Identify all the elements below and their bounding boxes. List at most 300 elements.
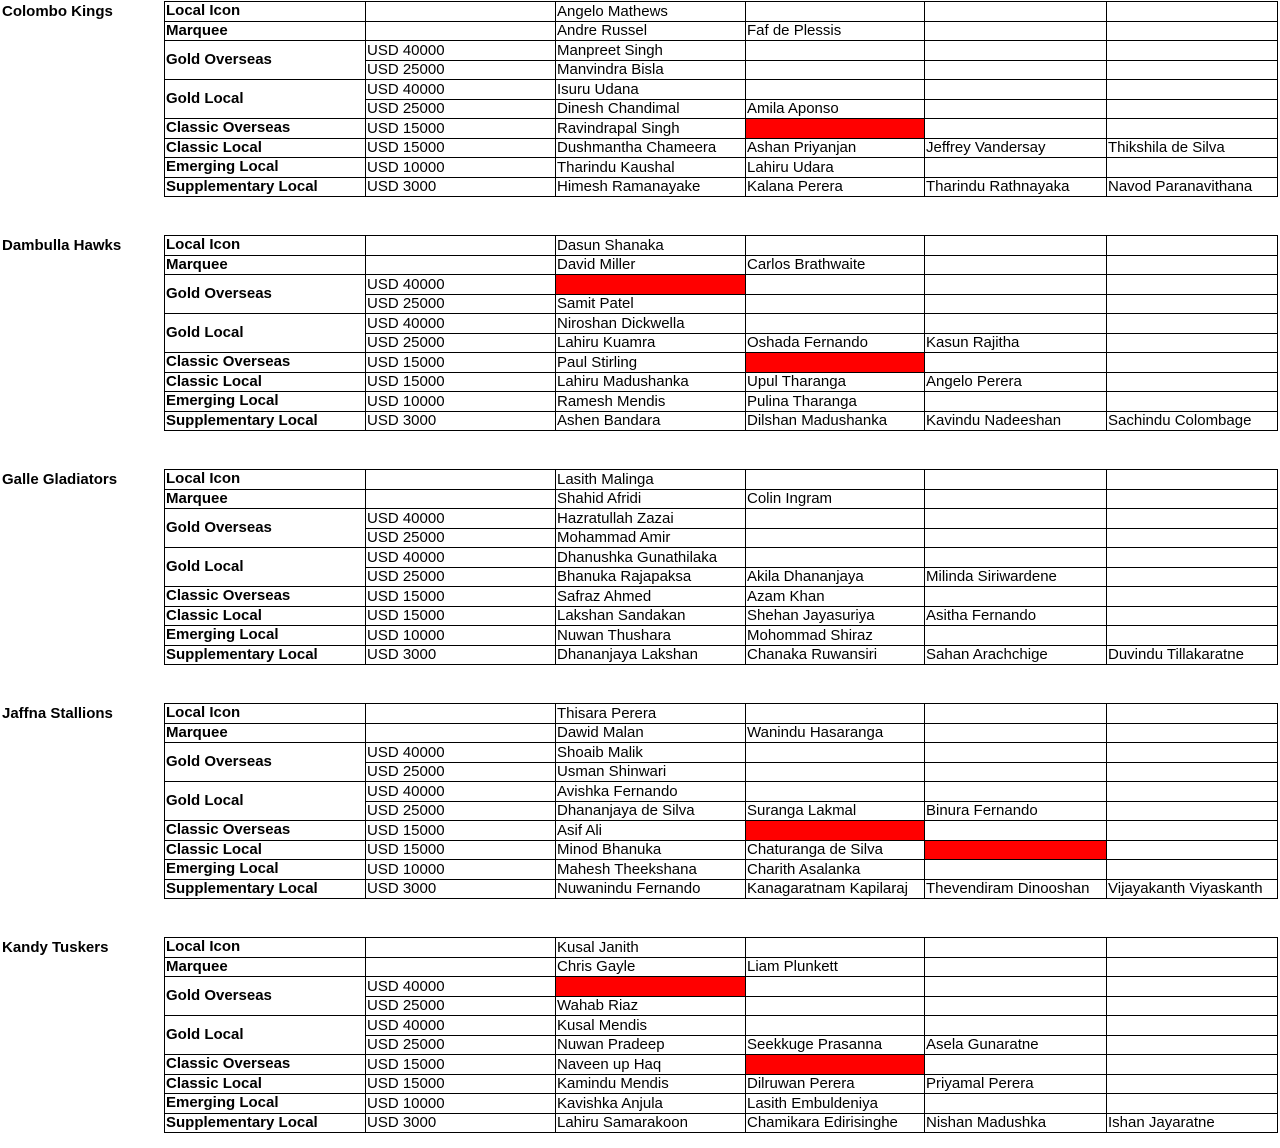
player-cell: [925, 60, 1107, 80]
team-name: Colombo Kings: [2, 3, 113, 20]
table-row-local-icon: [165, 470, 1278, 490]
player-cell: Mahesh Theekshana: [556, 860, 746, 880]
price-cell: USD 10000: [366, 392, 556, 412]
roster-table: [164, 1, 1278, 197]
player-cell: Naveen up Haq: [556, 1055, 746, 1075]
player-cell: Pulina Tharanga: [746, 392, 925, 412]
player-cell: [925, 626, 1107, 646]
unsigned-slot: [746, 821, 925, 841]
table-row-classic-overseas: [165, 353, 1278, 373]
player-cell: Angelo Mathews: [556, 2, 746, 22]
roster-table: [164, 703, 1278, 899]
price-cell: [366, 938, 556, 958]
player-cell: [925, 996, 1107, 1016]
category-cell: Gold Overseas: [165, 275, 366, 314]
player-cell: [746, 60, 925, 80]
table-row-gold-local: [165, 314, 1278, 334]
player-cell: Isuru Udana: [556, 80, 746, 100]
table-row-supplementary-local: [165, 1113, 1278, 1133]
price-cell: USD 3000: [366, 645, 556, 665]
player-cell: Kusal Janith: [556, 938, 746, 958]
roster-table: [164, 235, 1278, 431]
player-cell: [1107, 333, 1278, 353]
unsigned-slot: [746, 353, 925, 373]
player-cell: [1107, 782, 1278, 802]
player-cell: [746, 80, 925, 100]
player-cell: Dilruwan Perera: [746, 1074, 925, 1094]
player-cell: Minod Bhanuka: [556, 840, 746, 860]
player-cell: [925, 255, 1107, 275]
category-cell: Marquee: [165, 723, 366, 743]
player-cell: [925, 294, 1107, 314]
player-cell: Chris Gayle: [556, 957, 746, 977]
table-row-supplementary-local: [165, 645, 1278, 665]
player-cell: [746, 470, 925, 490]
price-cell: USD 15000: [366, 1074, 556, 1094]
player-cell: [1107, 528, 1278, 548]
player-cell: Carlos Brathwaite: [746, 255, 925, 275]
player-cell: [1107, 80, 1278, 100]
player-cell: [1107, 275, 1278, 295]
price-cell: USD 3000: [366, 411, 556, 431]
price-cell: USD 40000: [366, 80, 556, 100]
player-cell: Seekkuge Prasanna: [746, 1035, 925, 1055]
player-cell: [1107, 840, 1278, 860]
player-cell: Chaturanga de Silva: [746, 840, 925, 860]
price-cell: USD 15000: [366, 606, 556, 626]
player-cell: Lasith Malinga: [556, 470, 746, 490]
player-cell: [746, 704, 925, 724]
player-cell: Dilshan Madushanka: [746, 411, 925, 431]
player-cell: Asif Ali: [556, 821, 746, 841]
price-cell: [366, 704, 556, 724]
player-cell: Duvindu Tillakaratne: [1107, 645, 1278, 665]
category-cell: Emerging Local: [165, 860, 366, 880]
player-cell: [1107, 606, 1278, 626]
table-row-local-icon: [165, 938, 1278, 958]
player-cell: [1107, 704, 1278, 724]
price-cell: USD 15000: [366, 1055, 556, 1075]
table-row-classic-local: [165, 1074, 1278, 1094]
price-cell: [366, 21, 556, 41]
table-row-marquee: [165, 723, 1278, 743]
player-cell: [1107, 353, 1278, 373]
category-cell: Gold Local: [165, 1016, 366, 1055]
category-cell: Classic Overseas: [165, 353, 366, 373]
table-row-classic-overseas: [165, 587, 1278, 607]
table-row-gold-local: [165, 80, 1278, 100]
price-cell: [366, 957, 556, 977]
price-cell: USD 40000: [366, 548, 556, 568]
table-row-classic-overseas: [165, 119, 1278, 139]
player-cell: Asitha Fernando: [925, 606, 1107, 626]
player-cell: Upul Tharanga: [746, 372, 925, 392]
category-cell: Local Icon: [165, 2, 366, 22]
unsigned-slot: [746, 1055, 925, 1075]
player-cell: Lahiru Udara: [746, 158, 925, 178]
player-cell: Ashen Bandara: [556, 411, 746, 431]
category-cell: Classic Overseas: [165, 587, 366, 607]
player-cell: [1107, 158, 1278, 178]
player-cell: [925, 587, 1107, 607]
player-cell: Faf de Plessis: [746, 21, 925, 41]
player-cell: Shahid Afridi: [556, 489, 746, 509]
price-cell: USD 25000: [366, 567, 556, 587]
table-row-gold-local: [165, 782, 1278, 802]
category-cell: Classic Local: [165, 606, 366, 626]
player-cell: Tharindu Rathnayaka: [925, 177, 1107, 197]
price-cell: [366, 236, 556, 256]
player-cell: Dhananjaya de Silva: [556, 801, 746, 821]
player-cell: [746, 236, 925, 256]
table-row-gold-local: [165, 1016, 1278, 1036]
player-cell: Suranga Lakmal: [746, 801, 925, 821]
player-cell: Priyamal Perera: [925, 1074, 1107, 1094]
price-cell: USD 40000: [366, 41, 556, 61]
player-cell: [746, 938, 925, 958]
price-cell: USD 15000: [366, 138, 556, 158]
player-cell: [1107, 392, 1278, 412]
table-row-supplementary-local: [165, 177, 1278, 197]
player-cell: Niroshan Dickwella: [556, 314, 746, 334]
player-cell: [1107, 587, 1278, 607]
player-cell: [1107, 860, 1278, 880]
player-cell: Nuwanindu Fernando: [556, 879, 746, 899]
player-cell: [925, 21, 1107, 41]
player-cell: Liam Plunkett: [746, 957, 925, 977]
category-cell: Emerging Local: [165, 158, 366, 178]
table-row-gold-overseas: [165, 977, 1278, 997]
price-cell: USD 10000: [366, 158, 556, 178]
player-cell: Milinda Siriwardene: [925, 567, 1107, 587]
category-cell: Marquee: [165, 489, 366, 509]
player-cell: Shehan Jayasuriya: [746, 606, 925, 626]
player-cell: Samit Patel: [556, 294, 746, 314]
player-cell: [1107, 255, 1278, 275]
table-row-gold-overseas: [165, 275, 1278, 295]
player-cell: [746, 2, 925, 22]
player-cell: [1107, 294, 1278, 314]
category-cell: Gold Local: [165, 80, 366, 119]
player-cell: Kalana Perera: [746, 177, 925, 197]
category-cell: Classic Overseas: [165, 119, 366, 139]
price-cell: [366, 2, 556, 22]
player-cell: Mohommad Shiraz: [746, 626, 925, 646]
table-row-classic-local: [165, 372, 1278, 392]
category-cell: Emerging Local: [165, 392, 366, 412]
category-cell: Classic Overseas: [165, 821, 366, 841]
player-cell: Manpreet Singh: [556, 41, 746, 61]
player-cell: Jeffrey Vandersay: [925, 138, 1107, 158]
player-cell: [1107, 762, 1278, 782]
player-cell: Wanindu Hasaranga: [746, 723, 925, 743]
table-row-emerging-local: [165, 860, 1278, 880]
price-cell: USD 25000: [366, 996, 556, 1016]
player-cell: [746, 509, 925, 529]
player-cell: Bhanuka Rajapaksa: [556, 567, 746, 587]
player-cell: [925, 80, 1107, 100]
category-cell: Classic Local: [165, 840, 366, 860]
table-row-emerging-local: [165, 626, 1278, 646]
player-cell: Lahiru Samarakoon: [556, 1113, 746, 1133]
player-cell: [1107, 2, 1278, 22]
price-cell: USD 40000: [366, 743, 556, 763]
team-name: Jaffna Stallions: [2, 705, 113, 722]
table-row-marquee: [165, 489, 1278, 509]
category-cell: Local Icon: [165, 236, 366, 256]
player-cell: Lasith Embuldeniya: [746, 1094, 925, 1114]
price-cell: USD 3000: [366, 1113, 556, 1133]
category-cell: Emerging Local: [165, 626, 366, 646]
category-cell: Gold Overseas: [165, 509, 366, 548]
player-cell: [1107, 60, 1278, 80]
category-cell: Supplementary Local: [165, 411, 366, 431]
price-cell: USD 15000: [366, 119, 556, 139]
player-cell: [1107, 1094, 1278, 1114]
roster-table: [164, 469, 1278, 665]
player-cell: Ravindrapal Singh: [556, 119, 746, 139]
player-cell: [1107, 1016, 1278, 1036]
player-cell: Avishka Fernando: [556, 782, 746, 802]
player-cell: [925, 119, 1107, 139]
player-cell: Nuwan Thushara: [556, 626, 746, 646]
category-cell: Marquee: [165, 957, 366, 977]
table-row-emerging-local: [165, 1094, 1278, 1114]
player-cell: [925, 509, 1107, 529]
player-cell: [925, 743, 1107, 763]
category-cell: Supplementary Local: [165, 645, 366, 665]
player-cell: Ishan Jayaratne: [1107, 1113, 1278, 1133]
team-name: Galle Gladiators: [2, 471, 118, 488]
player-cell: [925, 723, 1107, 743]
category-cell: Marquee: [165, 255, 366, 275]
price-cell: USD 3000: [366, 177, 556, 197]
player-cell: [925, 938, 1107, 958]
price-cell: [366, 470, 556, 490]
table-row-emerging-local: [165, 158, 1278, 178]
price-cell: USD 15000: [366, 353, 556, 373]
price-cell: USD 25000: [366, 1035, 556, 1055]
price-cell: USD 25000: [366, 60, 556, 80]
unsigned-slot: [556, 275, 746, 295]
player-cell: Thisara Perera: [556, 704, 746, 724]
player-cell: [1107, 314, 1278, 334]
price-cell: USD 40000: [366, 509, 556, 529]
table-row-supplementary-local: [165, 879, 1278, 899]
roster-table: [164, 937, 1278, 1133]
player-cell: [1107, 236, 1278, 256]
player-cell: [746, 782, 925, 802]
category-cell: Gold Overseas: [165, 41, 366, 80]
player-cell: [1107, 801, 1278, 821]
price-cell: USD 10000: [366, 860, 556, 880]
category-cell: Supplementary Local: [165, 1113, 366, 1133]
player-cell: Kamindu Mendis: [556, 1074, 746, 1094]
player-cell: [925, 236, 1107, 256]
player-cell: [925, 762, 1107, 782]
category-cell: Gold Overseas: [165, 977, 366, 1016]
player-cell: Kanagaratnam Kapilaraj: [746, 879, 925, 899]
player-cell: [1107, 723, 1278, 743]
player-cell: [1107, 1035, 1278, 1055]
player-cell: [1107, 821, 1278, 841]
price-cell: [366, 723, 556, 743]
player-cell: [1107, 1074, 1278, 1094]
player-cell: [925, 704, 1107, 724]
player-cell: [1107, 372, 1278, 392]
player-cell: [1107, 21, 1278, 41]
price-cell: [366, 489, 556, 509]
player-cell: [1107, 938, 1278, 958]
price-cell: USD 25000: [366, 528, 556, 548]
price-cell: USD 10000: [366, 626, 556, 646]
category-cell: Emerging Local: [165, 1094, 366, 1114]
table-row-classic-local: [165, 840, 1278, 860]
player-cell: [1107, 489, 1278, 509]
unsigned-slot: [556, 977, 746, 997]
table-row-gold-overseas: [165, 743, 1278, 763]
category-cell: Classic Local: [165, 1074, 366, 1094]
player-cell: Kusal Mendis: [556, 1016, 746, 1036]
team-name: Kandy Tuskers: [2, 939, 109, 956]
category-cell: Marquee: [165, 21, 366, 41]
player-cell: Kasun Rajitha: [925, 333, 1107, 353]
unsigned-slot: [925, 840, 1107, 860]
price-cell: USD 25000: [366, 99, 556, 119]
player-cell: Chanaka Ruwansiri: [746, 645, 925, 665]
price-cell: USD 40000: [366, 782, 556, 802]
price-cell: USD 40000: [366, 314, 556, 334]
price-cell: USD 10000: [366, 1094, 556, 1114]
player-cell: [925, 860, 1107, 880]
player-cell: Lakshan Sandakan: [556, 606, 746, 626]
player-cell: [1107, 1055, 1278, 1075]
player-cell: Charith Asalanka: [746, 860, 925, 880]
player-cell: [925, 41, 1107, 61]
player-cell: [746, 528, 925, 548]
player-cell: Manvindra Bisla: [556, 60, 746, 80]
table-row-marquee: [165, 21, 1278, 41]
player-cell: Navod Paranavithana: [1107, 177, 1278, 197]
table-row-classic-overseas: [165, 1055, 1278, 1075]
price-cell: [366, 255, 556, 275]
player-cell: Binura Fernando: [925, 801, 1107, 821]
player-cell: Thevendiram Dinooshan: [925, 879, 1107, 899]
category-cell: Classic Overseas: [165, 1055, 366, 1075]
player-cell: David Miller: [556, 255, 746, 275]
player-cell: Kavindu Nadeeshan: [925, 411, 1107, 431]
player-cell: Tharindu Kaushal: [556, 158, 746, 178]
player-cell: [925, 977, 1107, 997]
price-cell: USD 40000: [366, 977, 556, 997]
player-cell: Dushmantha Chameera: [556, 138, 746, 158]
player-cell: [1107, 567, 1278, 587]
price-cell: USD 15000: [366, 587, 556, 607]
player-cell: [746, 1016, 925, 1036]
table-row-local-icon: [165, 704, 1278, 724]
player-cell: [925, 548, 1107, 568]
price-cell: USD 15000: [366, 840, 556, 860]
player-cell: Thikshila de Silva: [1107, 138, 1278, 158]
price-cell: USD 25000: [366, 294, 556, 314]
player-cell: [746, 314, 925, 334]
player-cell: Dhananjaya Lakshan: [556, 645, 746, 665]
player-cell: [925, 275, 1107, 295]
player-cell: [925, 314, 1107, 334]
player-cell: Kavishka Anjula: [556, 1094, 746, 1114]
player-cell: [925, 470, 1107, 490]
player-cell: [925, 1055, 1107, 1075]
player-cell: Lahiru Kuamra: [556, 333, 746, 353]
table-row-gold-overseas: [165, 41, 1278, 61]
player-cell: [1107, 548, 1278, 568]
player-cell: Andre Russel: [556, 21, 746, 41]
player-cell: [746, 548, 925, 568]
player-cell: Dinesh Chandimal: [556, 99, 746, 119]
table-row-marquee: [165, 255, 1278, 275]
player-cell: Lahiru Madushanka: [556, 372, 746, 392]
player-cell: Mohammad Amir: [556, 528, 746, 548]
player-cell: [746, 275, 925, 295]
table-row-marquee: [165, 957, 1278, 977]
player-cell: Dasun Shanaka: [556, 236, 746, 256]
player-cell: Usman Shinwari: [556, 762, 746, 782]
player-cell: [1107, 470, 1278, 490]
player-cell: Chamikara Edirisinghe: [746, 1113, 925, 1133]
table-row-local-icon: [165, 2, 1278, 22]
player-cell: [1107, 119, 1278, 139]
player-cell: [1107, 996, 1278, 1016]
player-cell: Vijayakanth Viyaskanth: [1107, 879, 1278, 899]
category-cell: Classic Local: [165, 138, 366, 158]
player-cell: Azam Khan: [746, 587, 925, 607]
player-cell: Hazratullah Zazai: [556, 509, 746, 529]
table-row-classic-local: [165, 606, 1278, 626]
price-cell: USD 25000: [366, 333, 556, 353]
player-cell: [746, 996, 925, 1016]
table-row-classic-local: [165, 138, 1278, 158]
table-row-gold-overseas: [165, 509, 1278, 529]
price-cell: USD 40000: [366, 275, 556, 295]
player-cell: [746, 41, 925, 61]
category-cell: Supplementary Local: [165, 879, 366, 899]
category-cell: Local Icon: [165, 938, 366, 958]
player-cell: Wahab Riaz: [556, 996, 746, 1016]
price-cell: USD 25000: [366, 801, 556, 821]
player-cell: Nuwan Pradeep: [556, 1035, 746, 1055]
player-cell: Oshada Fernando: [746, 333, 925, 353]
player-cell: [925, 158, 1107, 178]
player-cell: [925, 392, 1107, 412]
price-cell: USD 40000: [366, 1016, 556, 1036]
player-cell: Dhanushka Gunathilaka: [556, 548, 746, 568]
category-cell: Supplementary Local: [165, 177, 366, 197]
player-cell: [925, 782, 1107, 802]
player-cell: Ashan Priyanjan: [746, 138, 925, 158]
player-cell: [925, 99, 1107, 119]
table-row-gold-local: [165, 548, 1278, 568]
category-cell: Gold Overseas: [165, 743, 366, 782]
player-cell: [925, 821, 1107, 841]
price-cell: USD 15000: [366, 821, 556, 841]
category-cell: Gold Local: [165, 314, 366, 353]
player-cell: [746, 294, 925, 314]
player-cell: Akila Dhananjaya: [746, 567, 925, 587]
table-row-emerging-local: [165, 392, 1278, 412]
player-cell: Sachindu Colombage: [1107, 411, 1278, 431]
price-cell: USD 3000: [366, 879, 556, 899]
player-cell: [1107, 743, 1278, 763]
